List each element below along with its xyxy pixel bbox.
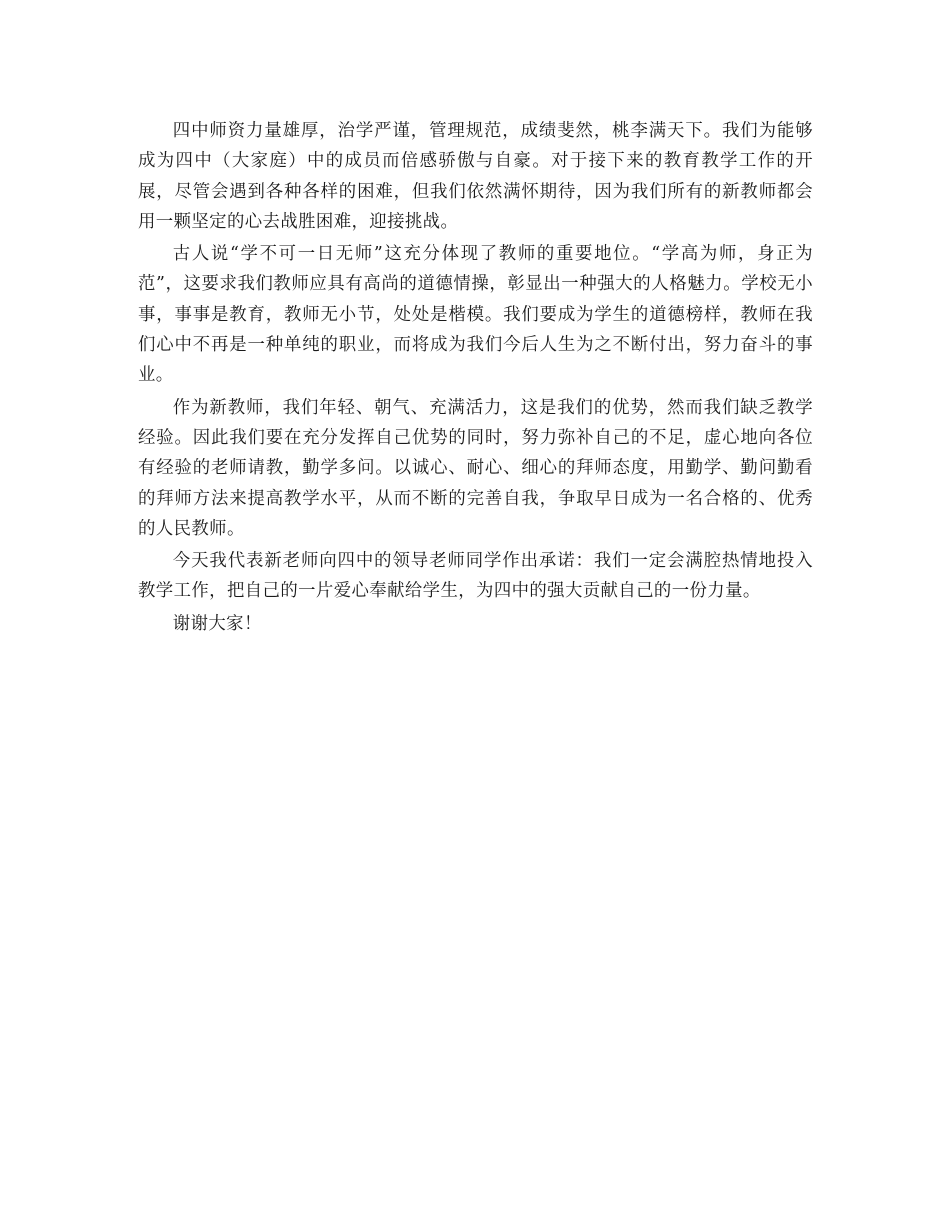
paragraph-5: 谢谢大家！ [172,613,262,634]
paragraph-4: 今天我代表新老师向四中的领导老师同学作出承诺：我们一定会满腔热情地投入教学工作，把自己的一片爱心奉献给学生，为四中的强大贡献自己的一份力量。 [138,551,813,602]
document-body [138,116,813,641]
paragraph-3: 作为新教师，我们年轻、朝气、充满活力，这是我们的优势，然而我们缺乏教学经验。因此我们要在充分发挥自己优势的同时，努力弥补自己的不足，虚心地向各位有经验的老师请教，勤学多问。以诚心、耐心、细心的拜师态度，用勤学、勤问勤看的拜师方法来提高教学水平，从而不断的完善自我，争取早日成为一名合格的、优秀的人民教师。 [138,397,813,539]
paragraph-1: 四中师资力量雄厚，治学严谨，管理规范，成绩斐然，桃李满天下。我们为能够成为四中（大家庭）中的成员而倍感骄傲与自豪。对于接下来的教育教学工作的开展，尽管会遇到各种各样的困难，但我们依然满怀期待，因为我们所有的新教师都会用一颗坚定的心去战胜困难，迎接挑战。 [138,121,813,232]
paragraph-2: 古人说“学不可一日无师”这充分体现了教师的重要地位。“学高为师，身正为范”，这要求我们教师应具有高尚的道德情操，彰显出一种强大的人格魅力。学校无小事，事事是教育，教师无小节，处处是楷模。我们要成为学生的道德榜样，教师在我们心中不再是一种单纯的职业，而将成为我们今后人生为之不断付出，努力奋斗的事业。 [138,244,813,386]
